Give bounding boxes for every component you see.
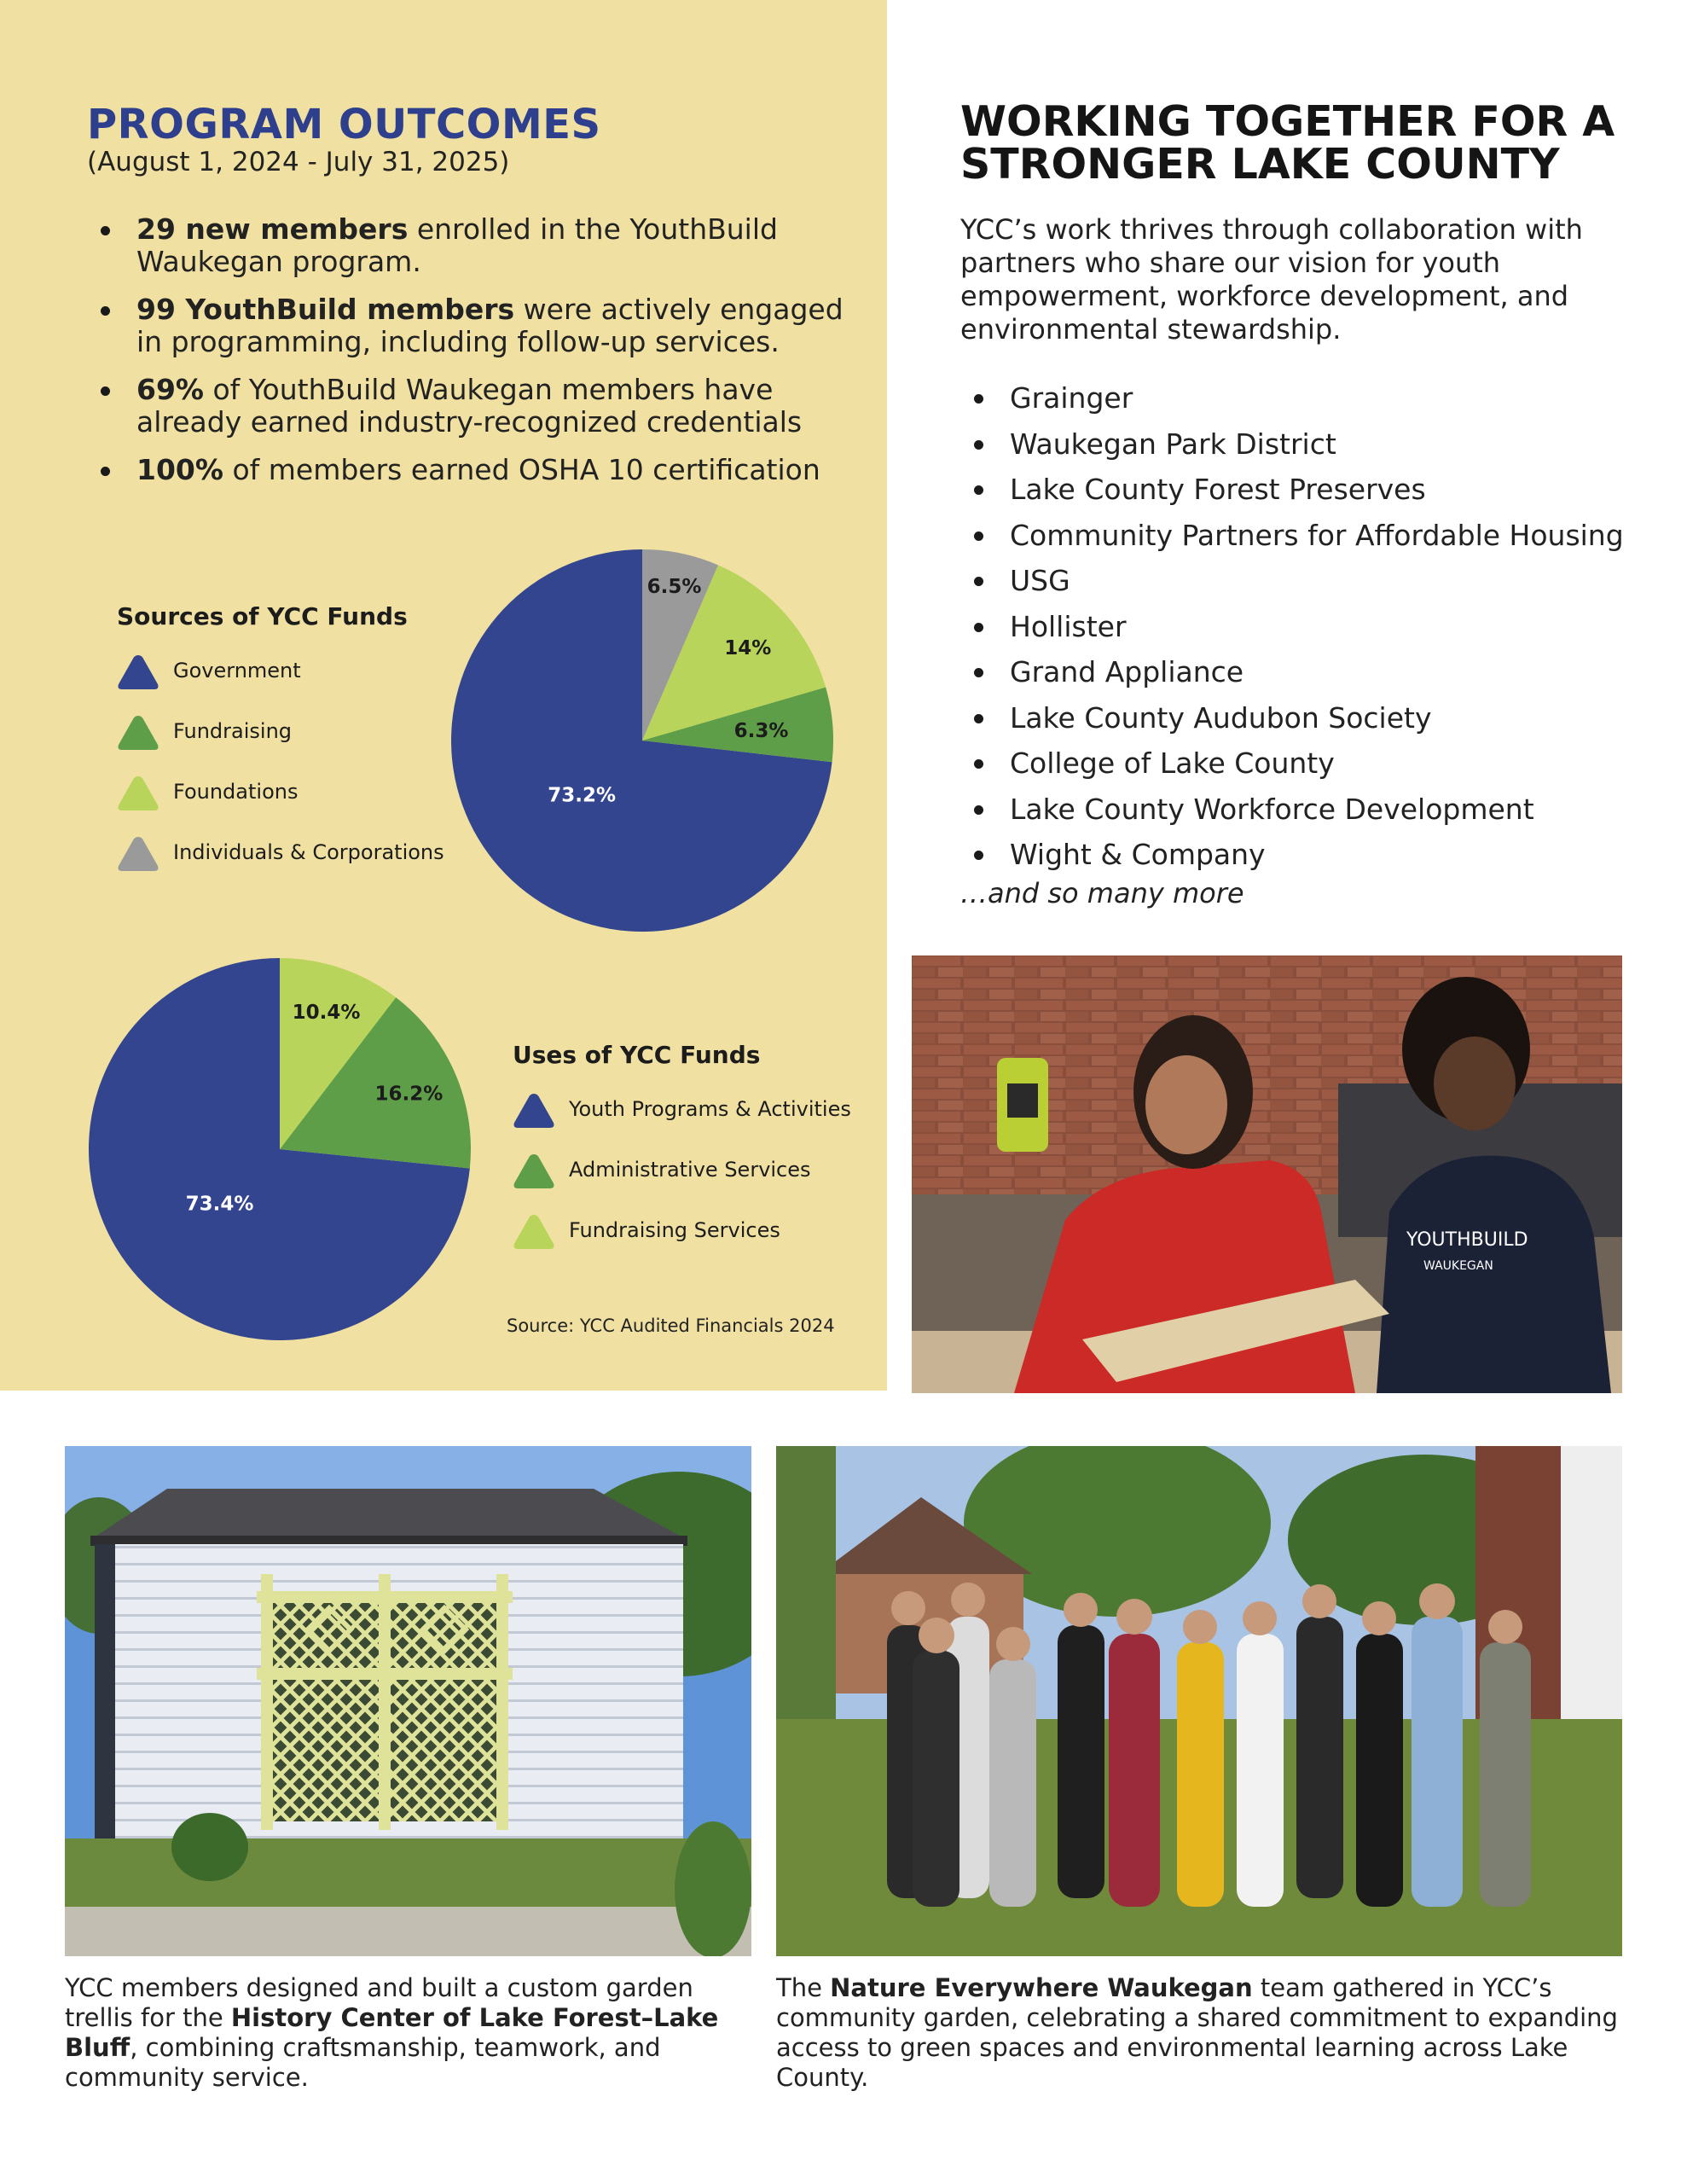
partner-item: Wight & Company	[960, 832, 1624, 878]
garden-group-photo	[776, 1446, 1622, 1956]
outcome-item	[87, 374, 855, 439]
legend-label: Youth Programs & Activities	[569, 1097, 851, 1121]
outcome-item	[87, 454, 855, 486]
partner-item: Hollister	[960, 604, 1624, 650]
partner-item: Community Partners for Affordable Housing	[960, 513, 1624, 559]
legend-label: Foundations	[173, 780, 299, 804]
caption-text: team gathered in YCC’s community garden, celebrating a shared commitment to expanding access to green spaces and environmental learning across Lake County.	[776, 1973, 1618, 2092]
legend-triangle-icon	[117, 834, 159, 874]
outcomes-title: PROGRAM OUTCOMES	[87, 101, 601, 148]
sources-pie-chart	[450, 549, 834, 932]
caption-text: YCC members designed and built a custom garden trellis for the	[65, 1973, 693, 2032]
pie-data-label: 73.4%	[185, 1193, 254, 1216]
uses-chart-title: Uses of YCC Funds	[513, 1041, 761, 1069]
legend-label: Individuals & Corporations	[173, 840, 444, 864]
sources-chart-title: Sources of YCC Funds	[117, 602, 408, 630]
legend-triangle-icon	[513, 1090, 555, 1131]
outcome-text: were actively engaged in programming, including follow-up services.	[136, 293, 844, 358]
garden-caption	[776, 1973, 1622, 2093]
outcome-text: of YouthBuild Waukegan members have already earned industry-recognized credentials	[136, 373, 803, 439]
source-note: Source: YCC Audited Financials 2024	[507, 1316, 835, 1336]
legend-label: Government	[173, 659, 301, 682]
partner-item: Waukegan Park District	[960, 421, 1624, 468]
outcome-text: enrolled in the YouthBuild Waukegan program.	[136, 212, 778, 278]
partner-item: College of Lake County	[960, 741, 1624, 787]
outcomes-list	[87, 213, 855, 502]
partner-item: USG	[960, 558, 1624, 604]
partners-more: …and so many more	[960, 877, 1244, 909]
outcome-item	[87, 213, 855, 278]
pie-data-label: 14%	[724, 636, 772, 659]
caption-highlight: Nature Everywhere Waukegan	[830, 1973, 1253, 2002]
outcome-item	[87, 293, 855, 358]
trellis-photo	[65, 1446, 751, 1956]
legend-label: Fundraising	[173, 719, 293, 743]
pie-data-label: 6.5%	[646, 575, 702, 598]
partner-item: Grainger	[960, 375, 1624, 421]
pie-data-label: 10.4%	[292, 1001, 361, 1024]
partners-intro: YCC’s work thrives through collaboration with partners who share our vision for youth empowerment, workforce development, and environmental stewardship.	[960, 213, 1583, 346]
outcome-text: of members earned OSHA 10 certification	[223, 453, 820, 486]
shirt-logo-text: YOUTHBUILD	[1406, 1229, 1528, 1251]
legend-triangle-icon	[117, 773, 159, 814]
partner-item: Lake County Audubon Society	[960, 695, 1624, 741]
outcome-highlight: 69%	[136, 373, 204, 406]
partner-item: Grand Appliance	[960, 649, 1624, 695]
partners-title-line: WORKING TOGETHER FOR A	[960, 97, 1615, 146]
outcome-highlight: 100%	[136, 453, 223, 486]
partners-title-line: STRONGER LAKE COUNTY	[960, 140, 1560, 189]
trellis-caption	[65, 1973, 756, 2093]
legend-triangle-icon	[117, 652, 159, 693]
legend-label: Fundraising Services	[569, 1218, 780, 1242]
shirt-logo-subtext: WAUKEGAN	[1423, 1259, 1493, 1273]
legend-triangle-icon	[513, 1211, 555, 1252]
partners-list	[960, 375, 1624, 878]
legend-triangle-icon	[117, 712, 159, 753]
caption-text: , combining craftsmanship, teamwork, and community service.	[65, 2033, 661, 2092]
partners-title	[960, 97, 1660, 189]
partner-item: Lake County Forest Preserves	[960, 467, 1624, 513]
uses-pie-chart	[88, 957, 472, 1341]
outcome-highlight: 29 new members	[136, 212, 409, 246]
workshop-photo	[912, 956, 1622, 1393]
caption-highlight: History Center of Lake Forest–Lake Bluff	[65, 2003, 719, 2062]
pie-data-label: 73.2%	[548, 784, 617, 807]
legend-label: Administrative Services	[569, 1158, 811, 1182]
legend-triangle-icon	[513, 1151, 555, 1192]
caption-text: The	[776, 1973, 831, 2002]
outcomes-period: (August 1, 2024 - July 31, 2025)	[87, 147, 510, 177]
partner-item: Lake County Workforce Development	[960, 787, 1624, 833]
pie-data-label: 6.3%	[733, 720, 789, 743]
pie-data-label: 16.2%	[374, 1083, 443, 1106]
outcome-highlight: 99 YouthBuild members	[136, 293, 515, 326]
